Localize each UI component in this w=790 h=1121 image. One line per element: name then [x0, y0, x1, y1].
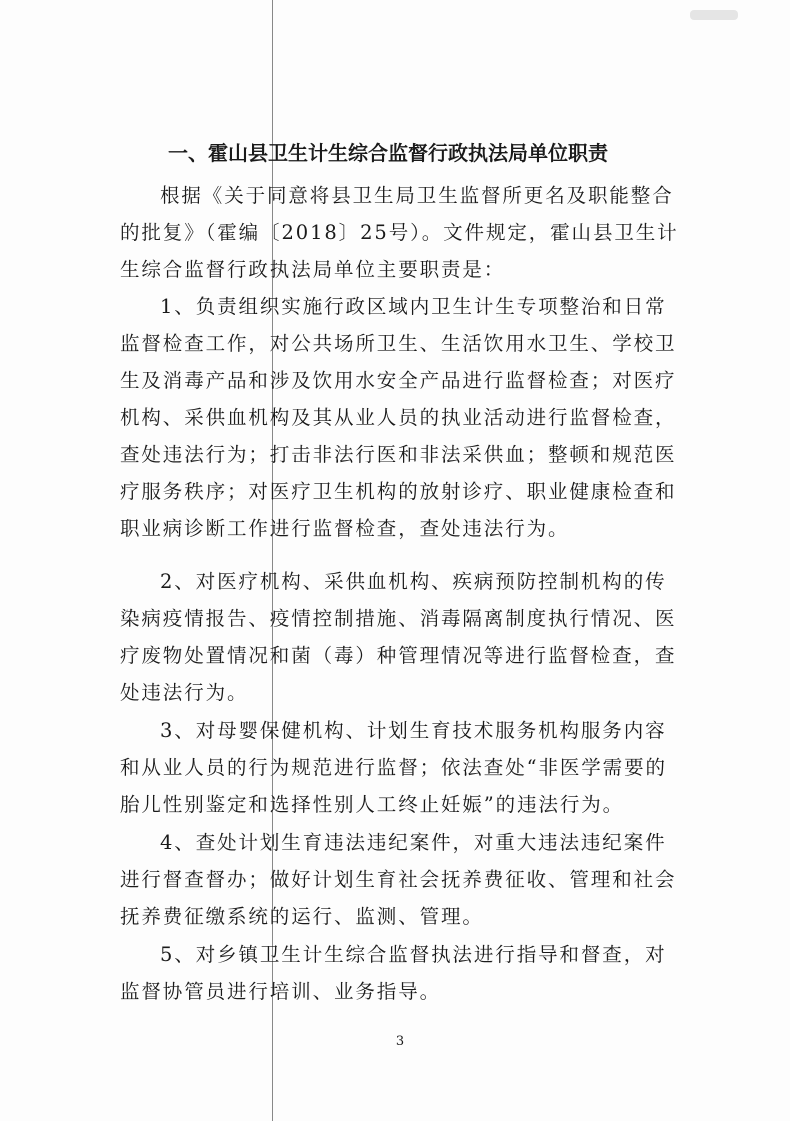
- text-line: 胎儿性别鉴定和选择性别人工终止妊娠”的违法行为。: [120, 793, 625, 816]
- paragraph-duty-4: [120, 824, 676, 935]
- scan-artifact: [690, 10, 738, 20]
- text-line: 2、对医疗机构、采供血机构、疾病预防控制机构的传: [160, 570, 667, 593]
- page-title: 一、霍山县卫生计生综合监督行政执法局单位职责: [168, 141, 608, 165]
- text-line: 生综合监督行政执法局单位主要职责是：: [120, 258, 506, 281]
- text-line: 和从业人员的行为规范进行监督；依法查处“非医学需要的: [120, 756, 667, 779]
- text-line: 5、对乡镇卫生计生综合监督执法进行指导和督查，对: [160, 943, 667, 966]
- text-line: 疗服务秩序；对医疗卫生机构的放射诊疗、职业健康检查和: [120, 480, 677, 503]
- text-line: 生及消毒产品和涉及饮用水安全产品进行监督检查；对医疗: [120, 369, 677, 392]
- paragraph-duty-5: [120, 936, 676, 1010]
- text-line: 的批复》（霍编〔2018〕25号）。文件规定，霍山县卫生计: [120, 221, 679, 244]
- text-line: 4、查处计划生育违法违纪案件，对重大违法违纪案件: [160, 831, 667, 854]
- text-line: 根据《关于同意将县卫生局卫生监督所更名及职能整合: [160, 184, 674, 207]
- text-line: 监督检查工作，对公共场所卫生、生活饮用水卫生、学校卫: [120, 332, 677, 355]
- text-line: 监督协管员进行培训、业务指导。: [120, 980, 442, 1003]
- paragraph-duty-3: [120, 712, 676, 823]
- text-line: 职业病诊断工作进行监督检查，查处违法行为。: [120, 517, 570, 540]
- text-line: 3、对母婴保健机构、计划生育技术服务机构服务内容: [160, 719, 667, 742]
- text-line: 查处违法行为；打击非法行医和非法采供血；整顿和规范医: [120, 443, 677, 466]
- text-line: 染病疫情报告、疫情控制措施、消毒隔离制度执行情况、医: [120, 607, 677, 630]
- paragraph-duty-1: [120, 288, 676, 547]
- text-line: 处违法行为。: [120, 681, 249, 704]
- text-line: 机构、采供血机构及其从业人员的执业活动进行监督检查，: [120, 406, 677, 429]
- paragraph-intro: [120, 177, 679, 288]
- page-number: 3: [395, 1034, 405, 1049]
- text-line: 1、负责组织实施行政区域内卫生计生专项整治和日常: [160, 295, 667, 318]
- paragraph-duty-2: [120, 563, 676, 711]
- text-line: 疗废物处置情况和菌（毒）种管理情况等进行监督检查，查: [120, 644, 677, 667]
- text-line: 进行督查督办；做好计划生育社会抚养费征收、管理和社会: [120, 868, 677, 891]
- text-line: 抚养费征缴系统的运行、监测、管理。: [120, 905, 484, 928]
